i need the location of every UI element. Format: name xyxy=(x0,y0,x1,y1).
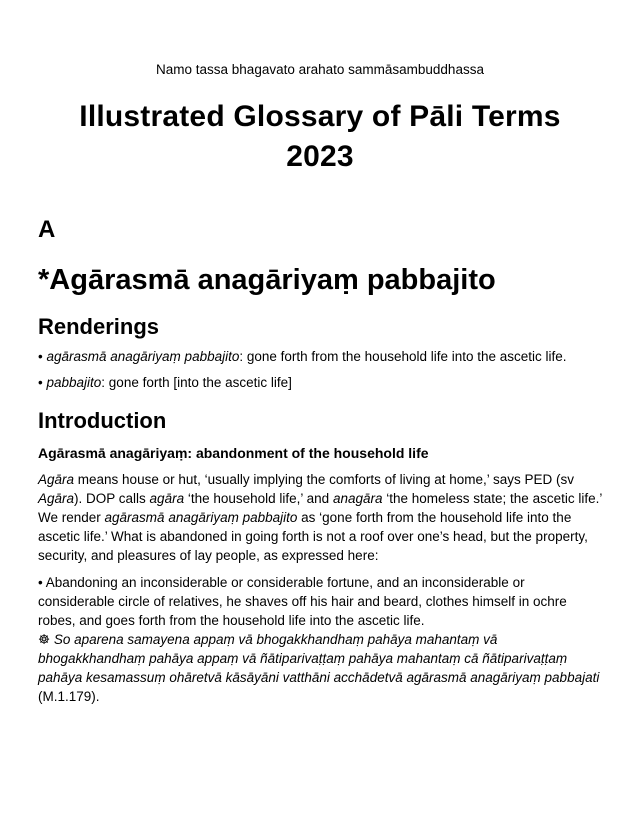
term-heading: *Agārasmā anagāriyaṃ pabbajito xyxy=(38,264,496,296)
introduction-paragraph: Agāra means house or hut, ‘usually implying the comforts of living at home,’ says PED (sv Agāra). DOP calls agāra ‘the household life,’ and anagāra ‘the homeless state; the ascetic life.’ We render agārasmā anagāriyaṃ pabbajito as ‘gone forth from the household life into the ascetic life.’ What is abandoned in going forth is not a roof over one’s head, but the property, security, and pleasures of lay people, as expressed here: xyxy=(38,472,602,563)
abandonment-quote-paragraph: • Abandoning an inconsiderable or considerable fortune, and an inconsiderable or considerable circle of relatives, he shaves off his hair and beard, clothes himself in ochre robes, and goes forth from the household life into the ascetic life. xyxy=(38,575,567,628)
introduction-subheading: Agārasmā anagāriyaṃ: abandonment of the household life xyxy=(38,445,429,461)
document-title-line-2: 2023 xyxy=(286,140,354,173)
rendering-item-1: • agārasmā anagāriyaṃ pabbajito: gone forth from the household life into the ascetic life. xyxy=(38,349,567,364)
rendering-item-2: • pabbajito: gone forth [into the ascetic life] xyxy=(38,375,292,390)
document-title xyxy=(38,97,602,177)
section-letter-heading: A xyxy=(38,216,56,243)
renderings-heading: Renderings xyxy=(38,314,160,339)
pali-quote-paragraph: ☸ So aparena samayena appaṃ vā bhogakkhandhaṃ pahāya mahantaṃ vā bhogakkhandhaṃ pahāya appaṃ vā ñātiparivaṭṭaṃ pahāya mahantaṃ cā ñātiparivaṭṭaṃ pahāya kesamassuṃ ohāretvā kāsāyāni vatthāni acchādetvā agārasmā anagāriyaṃ pabbajati (M.1.179). xyxy=(38,632,600,704)
introduction-heading: Introduction xyxy=(38,408,167,433)
document-title-line-1: Illustrated Glossary of Pāli Terms xyxy=(79,100,561,133)
invocation-line: Namo tassa bhagavato arahato sammāsambuddhassa xyxy=(156,62,484,77)
